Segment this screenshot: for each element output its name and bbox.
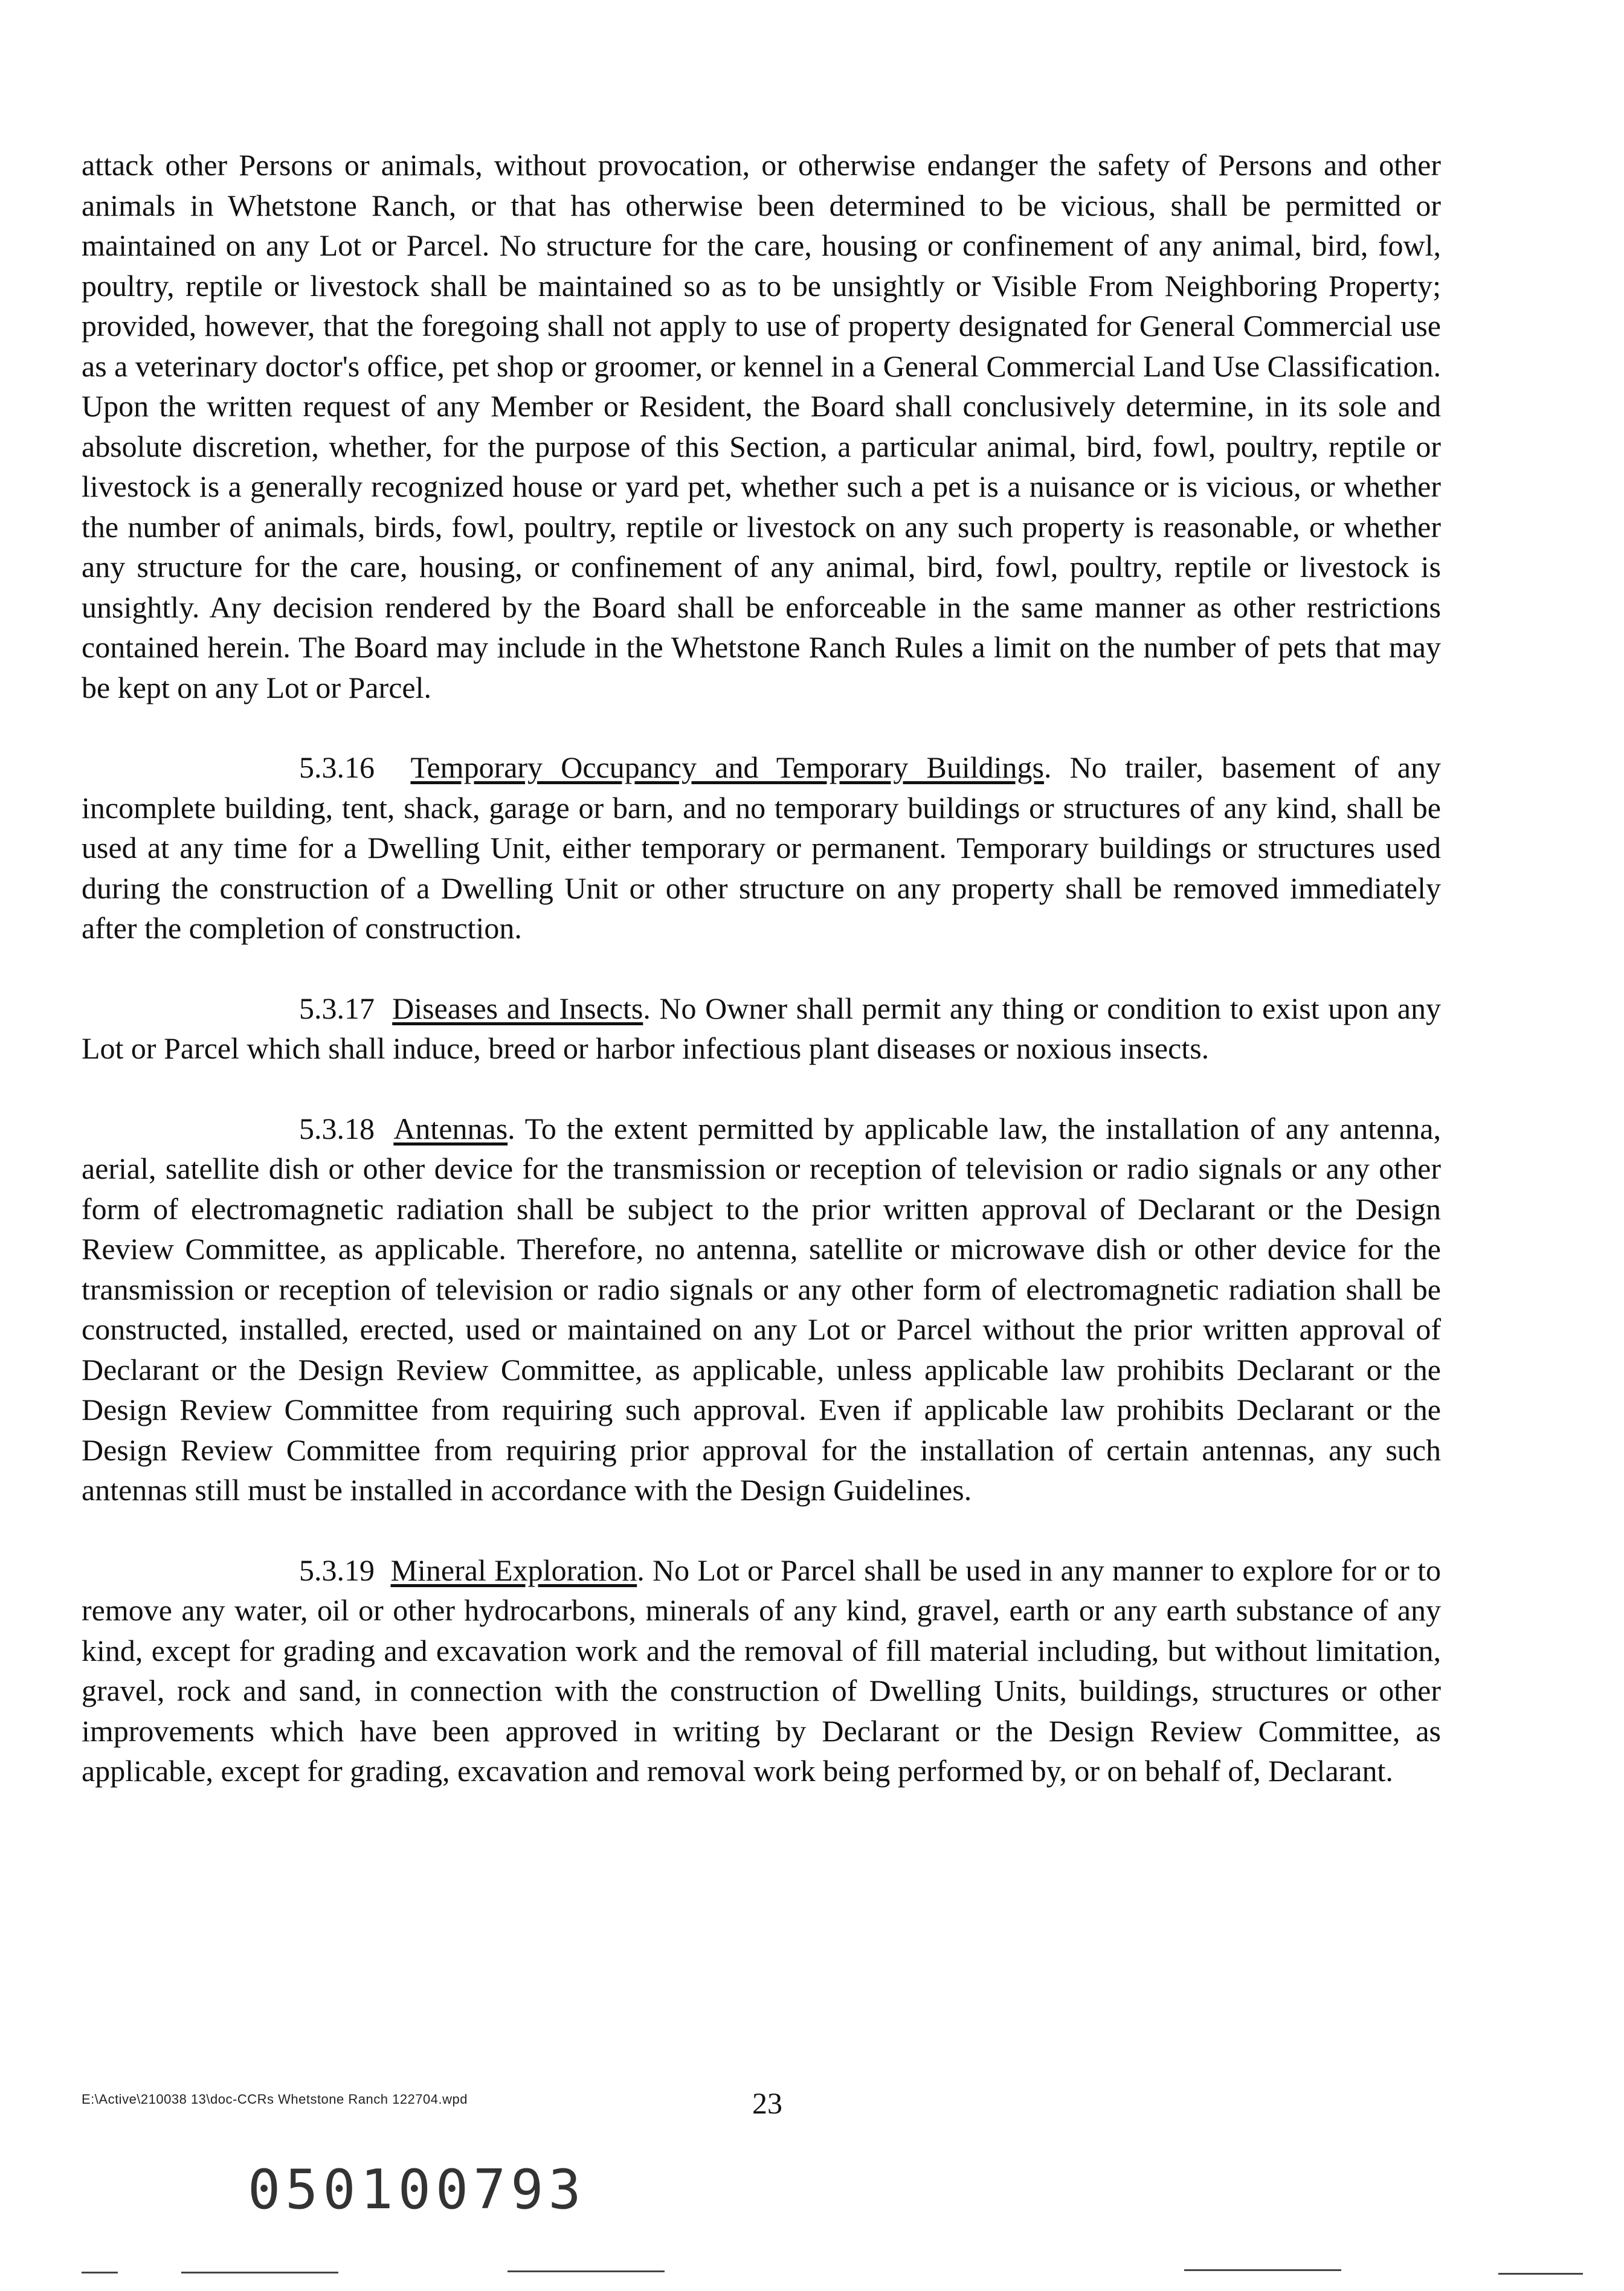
scan-artifact-line <box>507 2270 665 2272</box>
section-heading: Mineral Exploration <box>390 1553 637 1587</box>
section-5-3-19 <box>82 1550 1441 1791</box>
continuation-paragraph: attack other Persons or animals, without provocation, or otherwise endanger the safety of Persons and other animals in Whetstone Ranch, or that has otherwise been determined to be vicious, shall be permitted or maintained on any Lot or Parcel. No structure for the care, housing or confinement of any animal, bird, fowl, poultry, reptile or livestock shall be maintained so as to be unsightly or Visible From Neighboring Property; provided, however, that the foregoing shall not apply to use of property designated for General Commercial use as a veterinary doctor's office, pet shop or groomer, or kennel in a General Commercial Land Use Classification. Upon the written request of any Member or Resident, the Board shall conclusively determine, in its sole and absolute discretion, whether, for the purpose of this Section, a particular animal, bird, fowl, poultry, reptile or livestock is a generally recognized house or yard pet, whether such a pet is a nuisance or is vicious, or whether the number of animals, birds, fowl, poultry, reptile or livestock on any such property is reasonable, or whether any structure for the care, housing, or confinement of any animal, bird, fowl, poultry, reptile or livestock is unsightly. Any decision rendered by the Board shall be enforceable in the same manner as other restrictions contained herein. The Board may include in the Whetstone Ranch Rules a limit on the number of pets that may be kept on any Lot or Parcel. <box>82 148 1441 704</box>
section-text: . No Lot or Parcel shall be used in any manner to explore for or to remove any water, oil or other hydrocarbons, minerals of any kind, gravel, earth or any earth substance of any kind, except for grading and excavation work and the removal of fill material including, but without limitation, gravel, rock and sand, in connection with the construction of Dwelling Units, buildings, structures or other improvements which have been approved in writing by Declarant or the Design Review Committee, as applicable, except for grading, excavation and removal work being performed by, or on behalf of, Declarant. <box>82 1553 1442 1788</box>
document-stamp-number: 050100793 <box>248 2158 586 2222</box>
section-heading: Temporary Occupancy and Temporary Buildings <box>410 750 1045 784</box>
section-text: . No trailer, basement of any incomplete building, tent, shack, garage or barn, and no temporary buildings or structures of any kind, shall be used at any time for a Dwelling Unit, either temporary or permanent. Temporary buildings or structures used during the construction of a Dwelling Unit or other structure on any property shall be removed immediately after the completion of construction. <box>82 750 1441 945</box>
section-5-3-16 <box>82 747 1441 949</box>
section-number: 5.3.17 <box>299 991 375 1025</box>
scan-artifact-line <box>181 2272 338 2273</box>
section-5-3-18 <box>82 1109 1441 1510</box>
section-number: 5.3.18 <box>299 1111 375 1146</box>
section-number: 5.3.16 <box>299 750 375 784</box>
section-text: . No Owner shall permit any thing or condition to exist upon any Lot or Parcel which shall induce, breed or harbor infectious plant diseases or noxious insects. <box>82 991 1441 1065</box>
section-5-3-17 <box>82 988 1441 1069</box>
footer-file-path: E:\Active\210038 13\doc-CCRs Whetstone Ranch 122704.wpd <box>82 2092 468 2107</box>
scan-artifact-line <box>82 2272 118 2273</box>
section-text: . To the extent permitted by applicable law, the installation of any antenna, aerial, satellite dish or other device for the transmission or reception of television or radio signals or any other form of electromagnetic radiation shall be subject to the prior written approval of Declarant or the Design Review Committee, as applicable. Therefore, no antenna, satellite or microwave dish or other device for the transmission or reception of television or radio signals or any other form of electromagnetic radiation shall be constructed, installed, erected, used or maintained on any Lot or Parcel without the prior written approval of Declarant or the Design Review Committee, as applicable, unless applicable law prohibits Declarant or the Design Review Committee from requiring such approval. Even if applicable law prohibits Declarant or the Design Review Committee from requiring prior approval for the installation of certain antennas, any such antennas still must be installed in accordance with the Design Guidelines. <box>82 1111 1441 1507</box>
scan-artifact-line <box>1184 2269 1341 2271</box>
scan-artifact-line <box>1498 2273 1583 2275</box>
section-number: 5.3.19 <box>299 1553 375 1587</box>
document-body <box>82 145 1441 1791</box>
section-heading: Diseases and Insects <box>392 991 643 1025</box>
section-heading: Antennas <box>393 1111 508 1146</box>
page-number: 23 <box>752 2086 782 2120</box>
